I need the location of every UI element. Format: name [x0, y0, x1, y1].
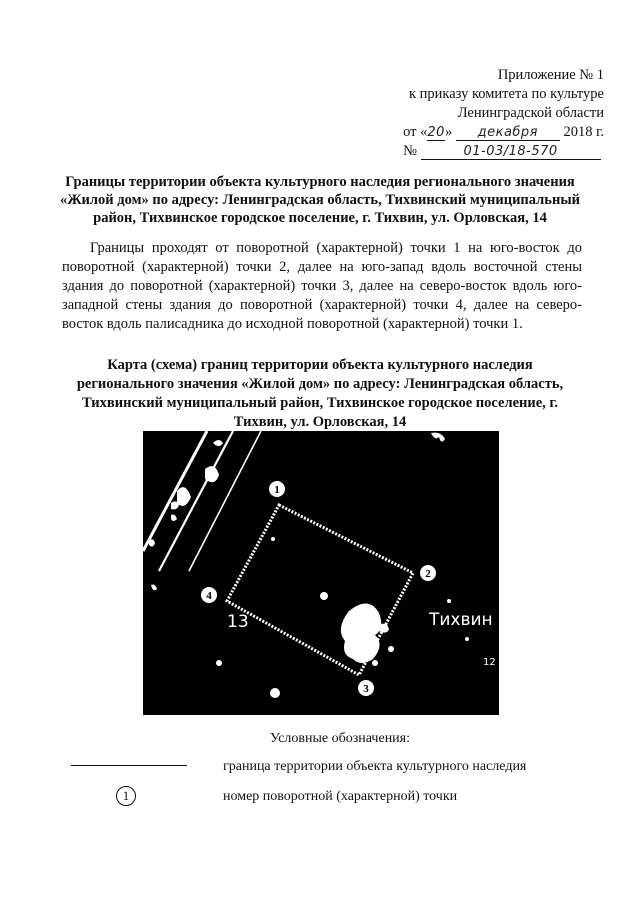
edge-number-label: 12 [483, 657, 496, 668]
map-features [149, 433, 469, 698]
point-label-2: 2 [425, 568, 431, 580]
road-lines [143, 431, 261, 571]
boundary-map [143, 431, 499, 715]
appendix-number: Приложение № 1 [497, 67, 604, 83]
handwritten-number: 01-03/18-570 [421, 145, 601, 160]
map-drawing [143, 431, 499, 715]
house-number-label: 13 [227, 612, 249, 632]
appendix-order-ref: к приказу комитета по культуре [408, 86, 604, 102]
boundary-polygon [227, 505, 413, 675]
appendix-number-line: № 01-03/18-570 [403, 142, 604, 161]
point-marker-3 [358, 680, 374, 696]
point-label-4: 4 [206, 590, 212, 602]
document-title: Границы территории объекта культурного наследия регионального значения «Жилой дом» по адресу: Ленинградская область, Тихвинский муниципальный район, Тихвинское городское поселение, г. Тихвин, ул. Орловская, 14 [59, 174, 581, 226]
legend-boundary-text: граница территории объекта культурного наследия [223, 759, 527, 774]
legend-boundary-line [71, 765, 187, 766]
point-label-3: 3 [363, 683, 369, 695]
legend-point-text: номер поворотной (характерной) точки [223, 789, 458, 804]
appendix-region: Ленинградской области [457, 105, 604, 121]
point-marker-4 [201, 587, 217, 603]
map-title: Карта (схема) границ территории объекта культурного наследия регионального значения «Жилой дом» по адресу: Ленинградская область, Тихвинский муниципальный район, Тихвинское городское поселение, г. Тихвин, ул. Орловская, 14 [76, 357, 564, 430]
point-label-1: 1 [274, 484, 280, 496]
appendix-date: от «20» декабря 2018 г. [403, 124, 604, 140]
point-marker-1 [269, 481, 285, 497]
handwritten-day: 20 [427, 125, 445, 140]
city-label: Тихвин [429, 610, 493, 630]
handwritten-month: декабря [456, 126, 560, 141]
appendix-header [403, 66, 604, 161]
legend-point-symbol: 1 [116, 786, 136, 806]
point-marker-2 [420, 565, 436, 581]
legend-title: Условные обозначения: [269, 731, 411, 746]
boundary-description: Границы проходят от поворотной (характерной) точки 1 на юго-восток до поворотной (характерной) точки 2, далее на юго-запад вдоль восточной стены здания до поворотной (характерной) точки 3, далее на северо-восток вдоль юго-западной стены здания до поворотной (характерной) точки 4, далее на северо-восток вдоль палисадника до исходной поворотной (характерной) точки 1. [62, 240, 582, 332]
